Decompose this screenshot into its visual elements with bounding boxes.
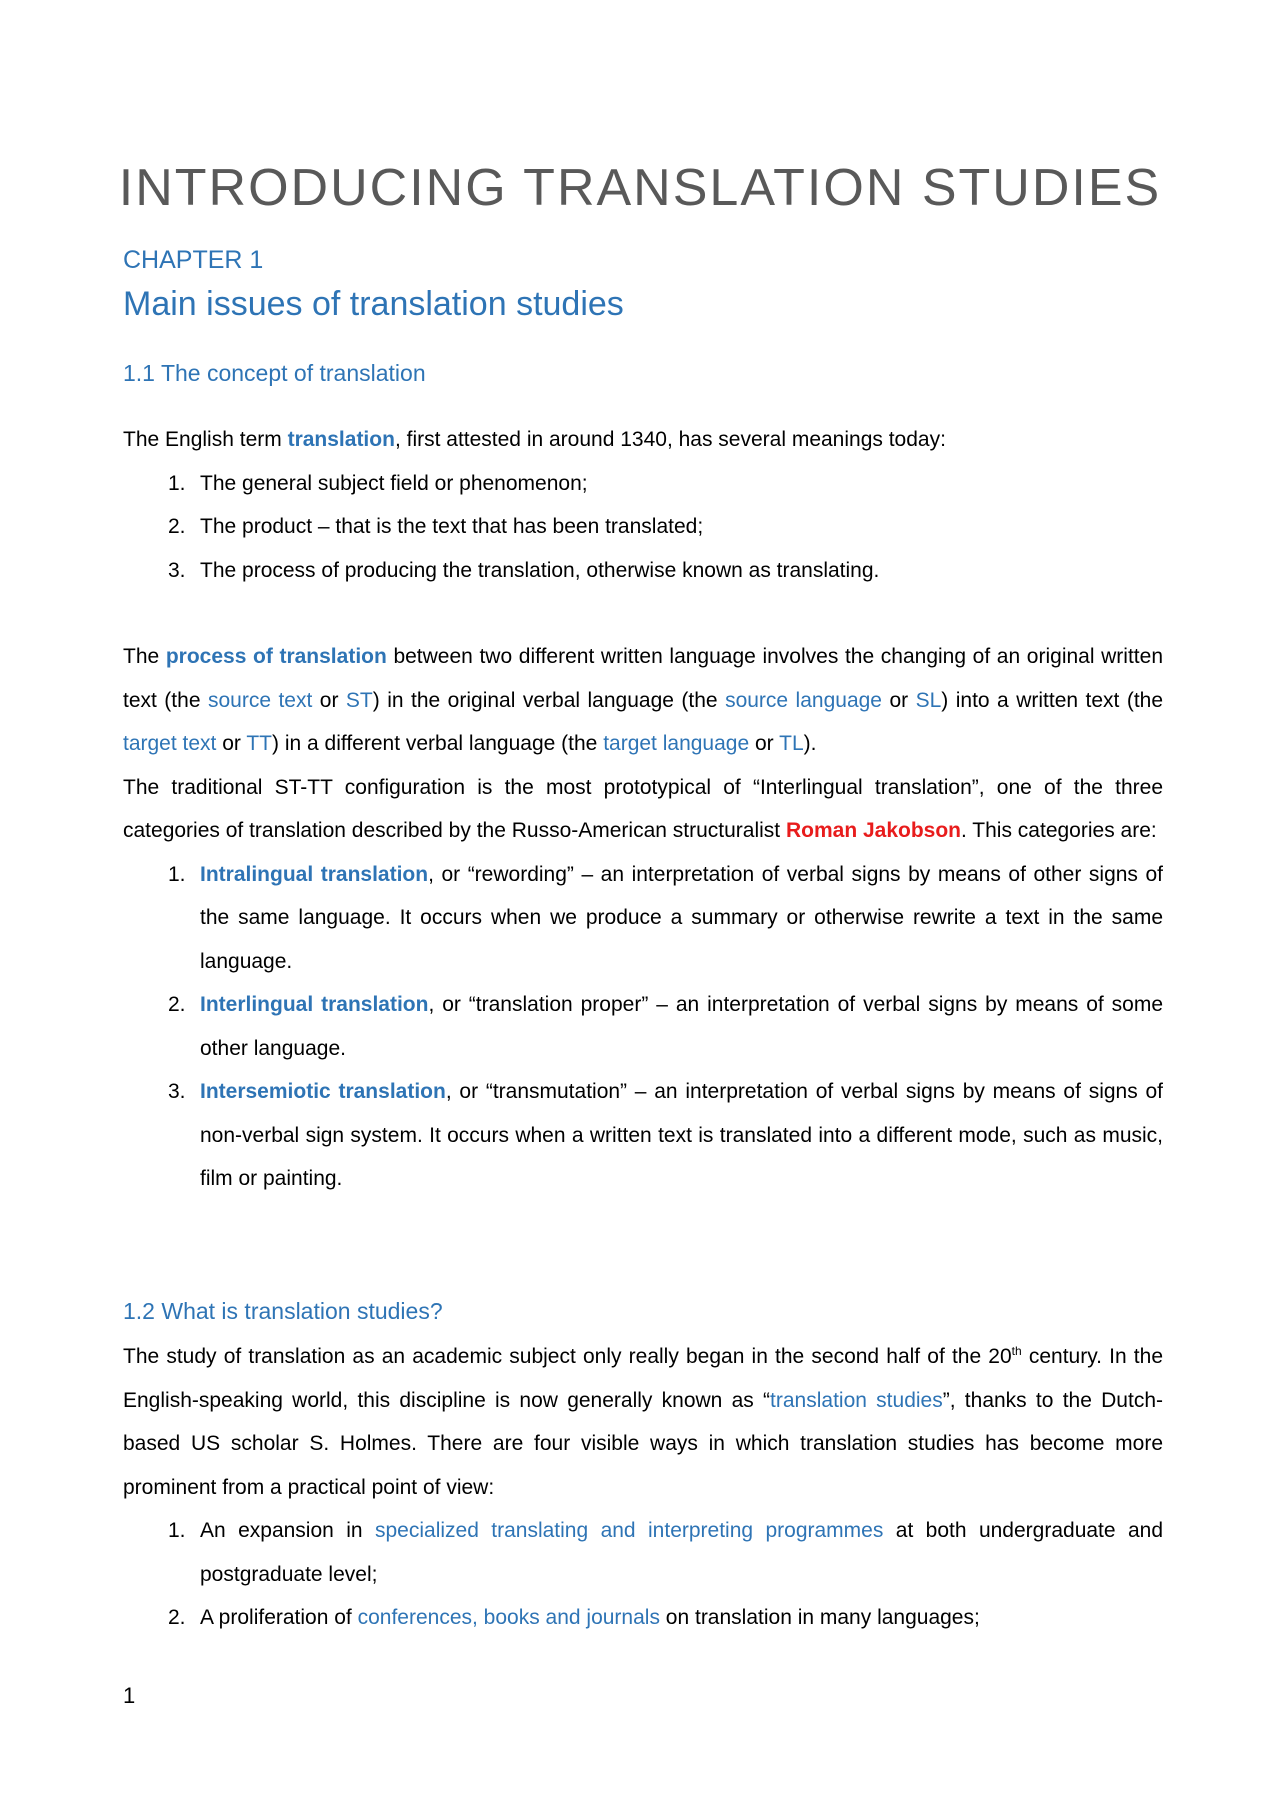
intro-text-before: The English term	[123, 428, 288, 451]
list-item	[123, 505, 1163, 549]
term-interlingual: Interlingual translation	[200, 993, 429, 1016]
term-intralingual: Intralingual translation	[200, 862, 429, 886]
chapter-title: Main issues of translation studies	[123, 285, 624, 323]
term-source-text: source text	[207, 688, 313, 712]
text-run: ”, thanks to the Dutch-based US scholar S. Holmes. There are four visible ways in which translation studies has become more prominent from a practical point of view:	[123, 1388, 1163, 1499]
text-run: at both undergraduate and postgraduate level;	[200, 1519, 1164, 1586]
term-translation-studies: translation studies	[770, 1388, 943, 1412]
text-run: An expansion in	[200, 1519, 375, 1542]
list-item-text: The process of producing the translation, otherwise known as translating.	[200, 558, 880, 582]
text-run: between two different written language involves the changing of an original written text (the	[123, 645, 1163, 712]
list-number: 3.	[168, 558, 186, 582]
text-run: on translation in many languages;	[659, 1606, 980, 1629]
text-run: century. In the English-speaking world, this discipline is now generally known as “	[123, 1345, 1164, 1412]
term-target-text: target text	[123, 732, 217, 755]
superscript: th	[1011, 1344, 1022, 1358]
list-item	[123, 462, 1163, 506]
term-programmes: specialized translating and interpreting programmes	[374, 1519, 884, 1542]
list-item	[123, 983, 1163, 1070]
term-st: ST	[345, 688, 373, 712]
text-run: , or “translation proper” – an interpretation of verbal signs by means of some other language.	[200, 993, 1163, 1060]
term-source-language: source language	[725, 688, 882, 712]
text-run: or	[749, 732, 780, 755]
jakobson-paragraph	[123, 766, 1163, 853]
document-title: INTRODUCING TRANSLATION STUDIES	[118, 159, 1162, 217]
text-run: ) in a different verbal language (the	[272, 732, 604, 755]
list-number: 1.	[168, 471, 186, 495]
list-number: 3.	[168, 1080, 186, 1103]
list-item	[123, 1070, 1163, 1201]
text-run: . This categories are:	[961, 819, 1157, 842]
term-translation: translation	[287, 428, 395, 451]
list-number: 1.	[168, 862, 186, 886]
term-conferences: conferences, books and journals	[357, 1606, 660, 1629]
text-run: , or “rewording” – an interpretation of verbal signs by means of other signs of the same language. It occurs when we produce a summary or otherwise rewrite a text in the same language.	[200, 862, 1163, 973]
term-tt: TT	[246, 732, 273, 755]
term-process-of-translation: process of translation	[165, 645, 387, 668]
study-block	[123, 1335, 1163, 1640]
section-heading-1-2: 1.2 What is translation studies?	[123, 1298, 443, 1324]
intro-text-after: , first attested in around 1340, has several meanings today:	[394, 428, 946, 451]
list-item	[123, 1596, 1163, 1640]
process-paragraph	[123, 635, 1163, 766]
meanings-list	[123, 462, 1163, 593]
ways-list	[123, 1509, 1163, 1640]
list-item-text	[200, 1509, 1163, 1596]
list-item	[123, 549, 1163, 593]
list-item-text	[200, 1070, 1163, 1201]
list-item	[123, 1509, 1163, 1596]
page-number: 1	[123, 1683, 136, 1708]
intro-paragraph	[123, 418, 1163, 462]
text-run: The	[123, 645, 166, 668]
list-number: 2.	[168, 1606, 186, 1629]
term-sl: SL	[915, 688, 942, 712]
chapter-label: CHAPTER 1	[123, 246, 264, 274]
text-run: The traditional ST-TT configuration is the most prototypical of “Interlingual translation”, one of the three categories of translation described by the Russo-American structuralist	[123, 775, 1163, 842]
text-run: ).	[803, 732, 817, 755]
text-run: ) in the original verbal language (the	[372, 688, 726, 712]
text-run: or	[881, 688, 916, 712]
text-run: or	[216, 732, 247, 755]
list-number: 1.	[168, 1519, 186, 1542]
list-number: 2.	[168, 515, 186, 538]
study-paragraph	[123, 1335, 1163, 1509]
text-run: The study of translation as an academic subject only really began in the second half of the 20	[123, 1345, 1012, 1368]
section-heading-1-1: 1.1 The concept of translation	[123, 360, 426, 386]
text-run: ) into a written text (the	[941, 688, 1164, 712]
list-item-text	[200, 983, 1163, 1070]
list-item-text: The general subject field or phenomenon;	[200, 471, 588, 495]
list-item-text	[200, 853, 1163, 984]
list-item	[123, 853, 1163, 984]
text-run: A proliferation of	[200, 1606, 358, 1629]
list-item-text: The product – that is the text that has been translated;	[200, 515, 704, 538]
list-item-text	[200, 1596, 1163, 1640]
term-target-language: target language	[603, 732, 750, 755]
text-run: , or “transmutation” – an interpretation of verbal signs by means of signs of non-verbal sign system. It occurs when a written text is translated into a different mode, such as music, film or painting.	[200, 1080, 1163, 1190]
name-roman-jakobson: Roman Jakobson	[785, 819, 962, 842]
text-run: or	[312, 688, 346, 712]
categories-list	[123, 853, 1163, 1201]
list-number: 2.	[168, 993, 186, 1016]
meanings-block	[123, 418, 1163, 592]
term-tl: TL	[779, 732, 804, 755]
process-block	[123, 635, 1163, 1201]
term-intersemiotic: Intersemiotic translation	[200, 1080, 446, 1103]
